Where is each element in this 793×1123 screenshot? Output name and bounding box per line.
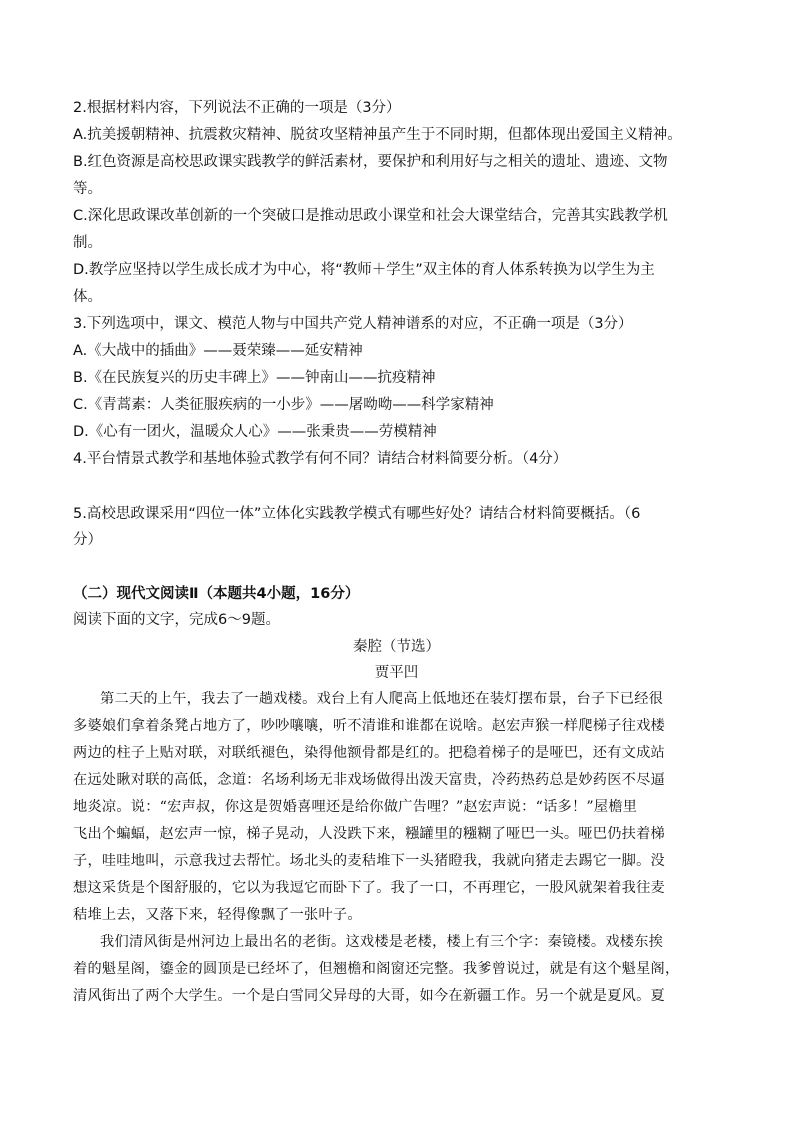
q2-stem: 2.根据材料内容，下列说法不正确的一项是（3分）	[73, 100, 401, 116]
passage-p2-line: 着的魁星阁，鎏金的圆顶是已经坏了，但翘檐和阁窗还完整。我爹曾说过，就是有这个魁星阁，	[73, 961, 680, 977]
q3-stem: 3.下列选项中，课文、模范人物与中国共产党人精神谱系的对应，不正确一项是（3分）	[73, 316, 633, 332]
passage-p1-line: 想这采货是个图舒服的，它以为我逗它而卧下了。我了一口，不再理它，一股风就架着我往麦	[73, 880, 665, 896]
q5-stem: 5.高校思政课采用“四位一体”立体化实践教学模式有哪些好处？请结合材料简要概括。（6	[73, 506, 641, 522]
q3-option-c: C.《青蒿素：人类征服疾病的一小步》——屠呦呦——科学家精神	[73, 397, 494, 413]
q2-option-d-cont: 体。	[73, 289, 102, 305]
section-heading: （二）现代文阅读Ⅱ（本题共4小题，16分）	[73, 586, 360, 602]
q3-option-d: D.《心有一团火，温暖众人心》——张秉贵——劳模精神	[73, 424, 437, 440]
passage-p1-line: 秸堆上去，又落下来，轻得像飘了一张叶子。	[73, 907, 362, 923]
q3-option-a: A.《大战中的插曲》——聂荣臻——延安精神	[73, 343, 363, 359]
q2-option-a: A.抗美援朝精神、抗震救灾精神、脱贫攻坚精神虽产生于不同时期，但都体现出爱国主义精神。	[73, 127, 682, 143]
passage-p1-line: 多婆娘们拿着条凳占地方了，吵吵嚷嚷，听不清谁和谁都在说啥。赵宏声猴一样爬梯子往戏楼	[73, 718, 665, 734]
passage-p1-line: 子，哇哇地叫，示意我过去帮忙。场北头的麦秸堆下一头猪瞪我，我就向猪走去踢它一脚。没	[73, 853, 665, 869]
passage-p1-line: 地炎凉。说：“宏声叔，你这是贺婚喜哩还是给你做广告哩？”赵宏声说：“话多！”屋檐里	[73, 799, 638, 815]
q2-option-b: B.红色资源是高校思政课实践教学的鲜活素材，要保护和利用好与之相关的遗址、遗迹、文物	[73, 154, 668, 170]
passage-p2-line: 我们清风街是州河边上最出名的老街。这戏楼是老楼，楼上有三个字：秦镜楼。戏楼东挨	[100, 934, 664, 950]
q3-option-b: B.《在民族复兴的历史丰碑上》——钟南山——抗疫精神	[73, 370, 436, 386]
q2-option-c: C.深化思政课改革创新的一个突破口是推动思政小课堂和社会大课堂结合，完善其实践教学机	[73, 208, 668, 224]
q2-option-b-cont: 等。	[73, 181, 102, 197]
passage-title: 秦腔（节选）	[353, 639, 440, 655]
passage-p1-line: 两边的柱子上贴对联，对联纸褪色，染得他额骨都是红的。把稳着梯子的是哑巴，还有文成站	[73, 745, 665, 761]
q5-stem-cont: 分）	[73, 532, 102, 548]
q2-option-d: D.教学应坚持以学生成长成才为中心，将“教师＋学生”双主体的育人体系转换为以学生为主	[73, 262, 655, 278]
passage-p2-line: 清风街出了两个大学生。一个是白雪同父异母的大哥，如今在新疆工作。另一个就是夏风。夏	[73, 988, 665, 1004]
section-instruction: 阅读下面的文字，完成6～9题。	[73, 612, 280, 628]
q2-option-c-cont: 制。	[73, 235, 102, 251]
passage-author: 贾平凹	[374, 665, 419, 681]
q4-stem: 4.平台情景式教学和基地体验式教学有何不同？请结合材料简要分析。（4分）	[73, 451, 568, 467]
passage-p1-line: 在远处瞅对联的高低，念道：名场利场无非戏场做得出泼天富贵，冷药热药总是妙药医不尽逼	[73, 772, 665, 788]
passage-p1-line: 飞出个蝙蝠，赵宏声一惊，梯子晃动，人没跌下来，糨罐里的糨糊了哑巴一头。哑巴仍扶着梯	[73, 826, 665, 842]
passage-p1-line: 第二天的上午，我去了一趟戏楼。戏台上有人爬高上低地还在装灯摆布景，台子下已经很	[100, 691, 664, 707]
